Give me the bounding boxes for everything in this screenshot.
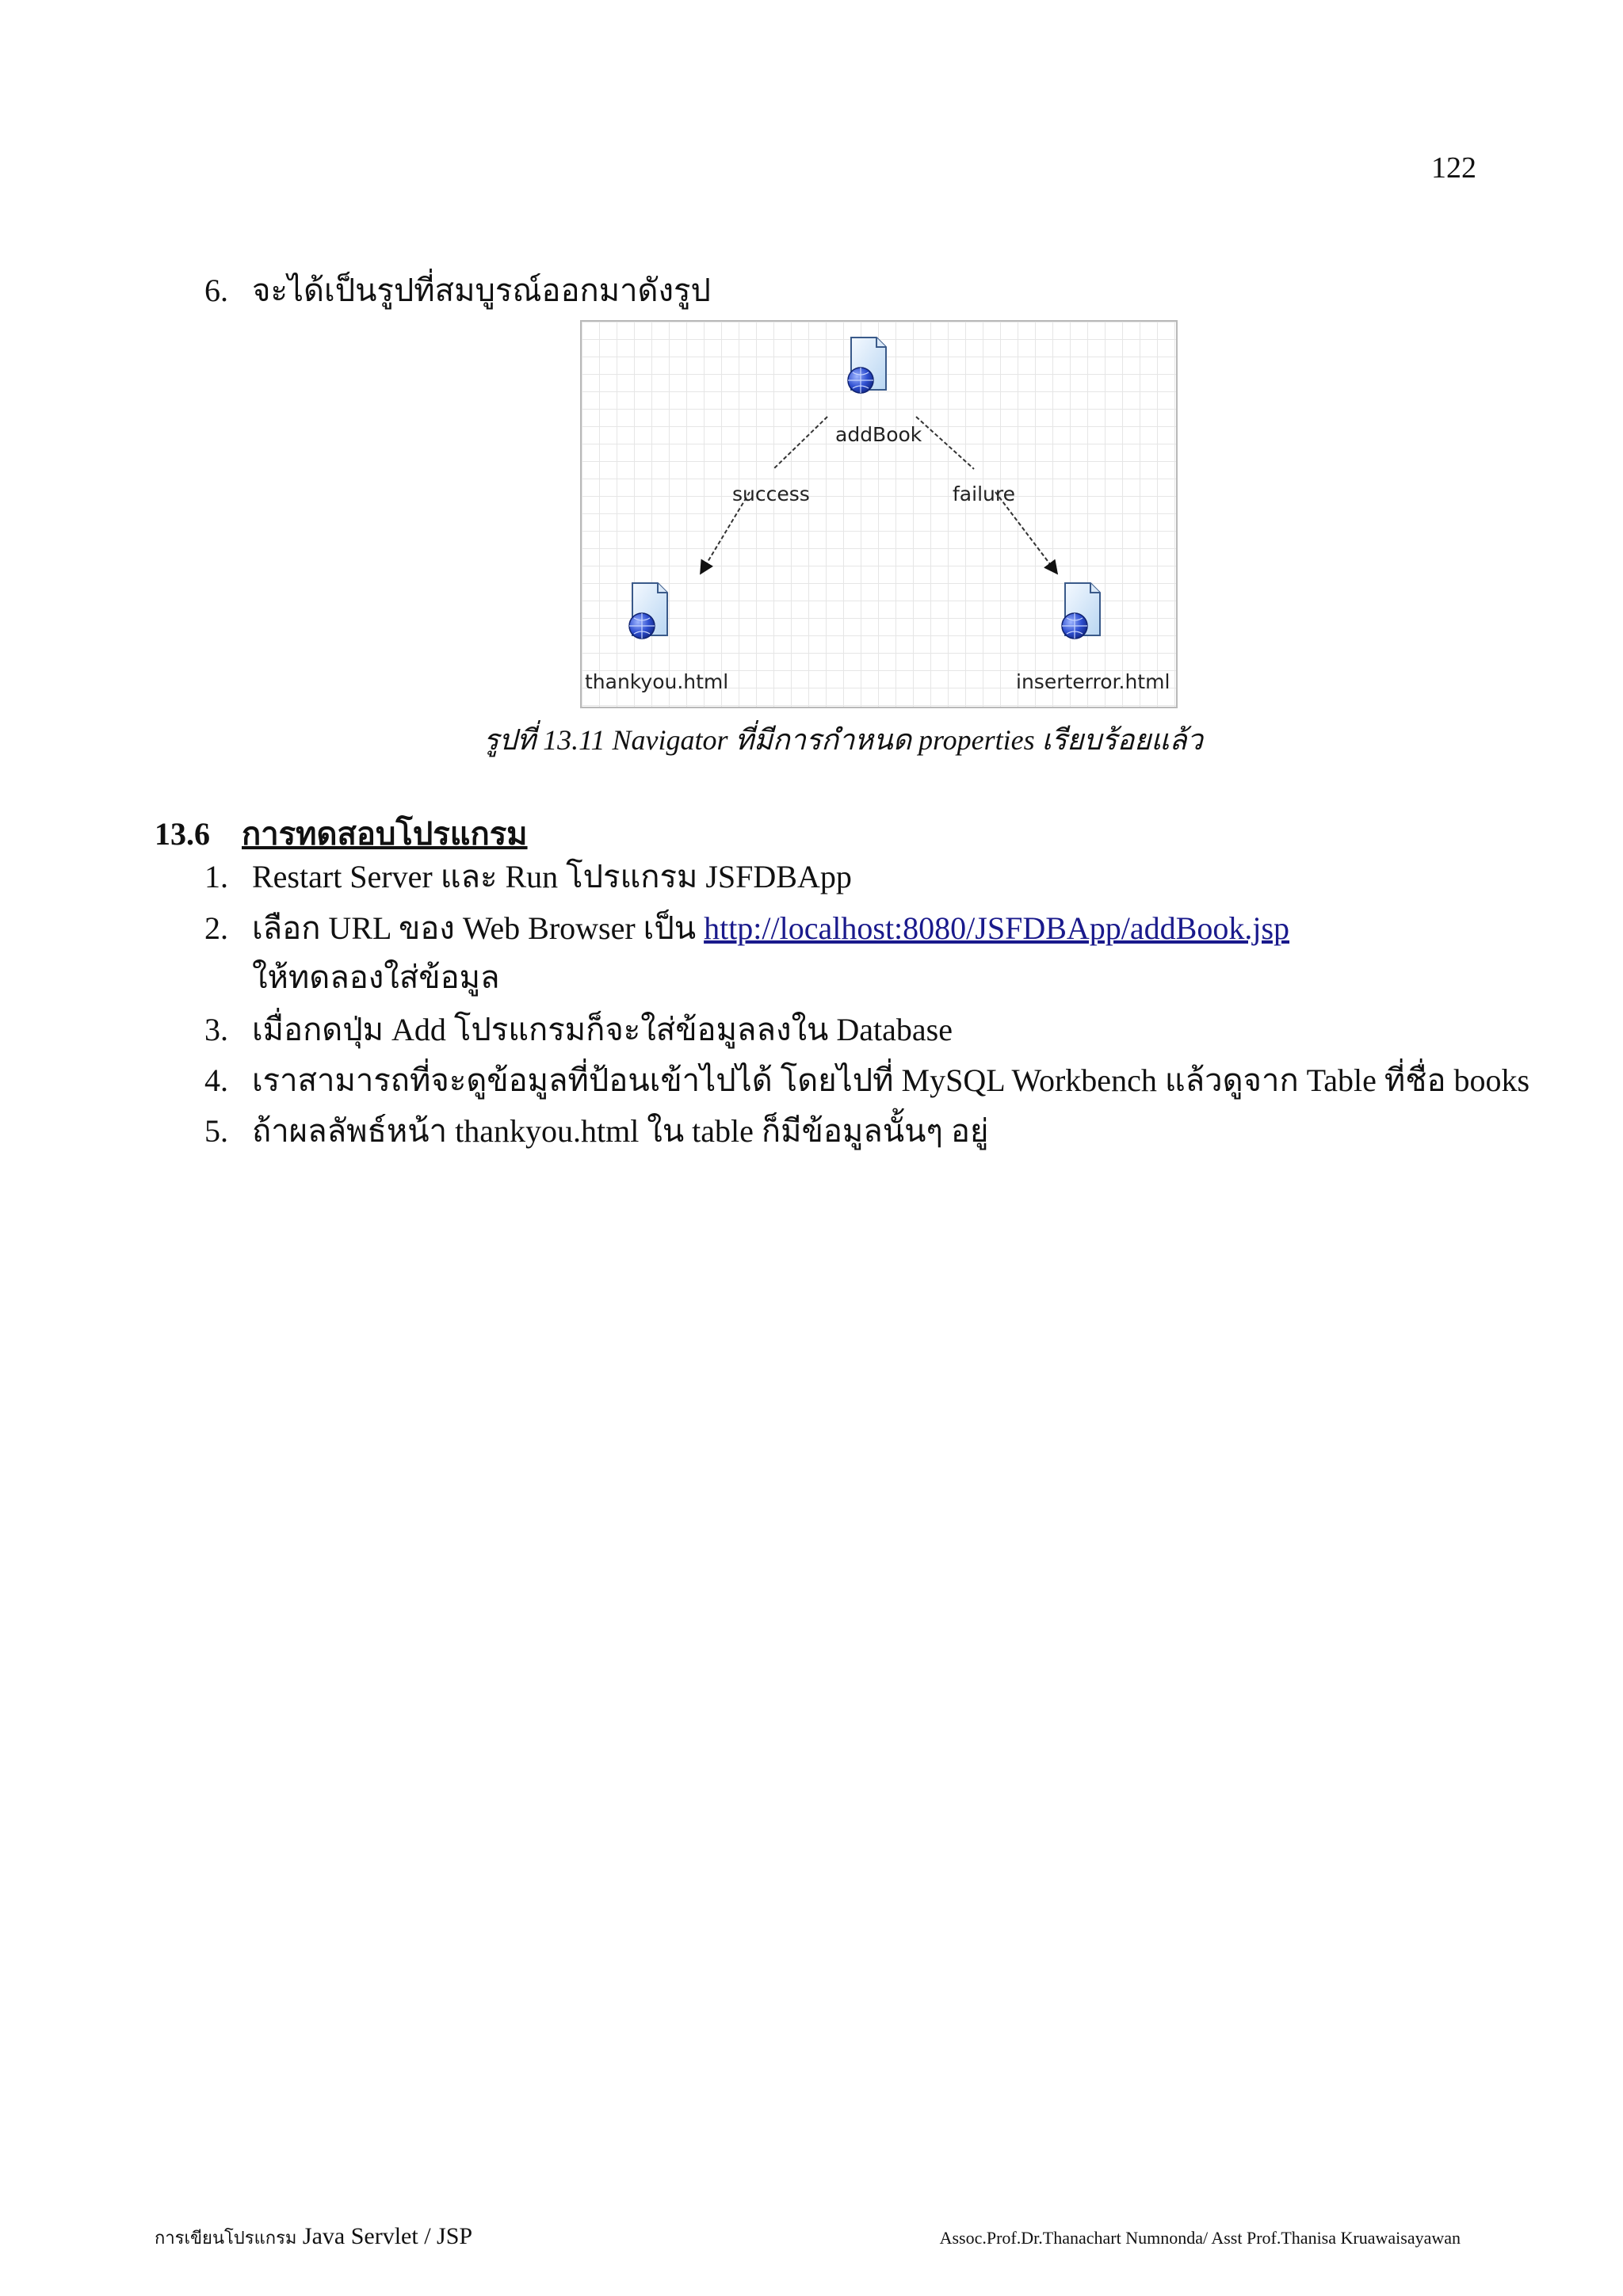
footer-left bbox=[155, 2223, 472, 2252]
figure-caption: รูปที่ 13.11 Navigator ที่มีการกำหนด properties เรียบร้อยแล้ว bbox=[483, 724, 1203, 756]
footer-course-english: Java Servlet / JSP bbox=[302, 2223, 473, 2249]
step-6 bbox=[204, 273, 711, 308]
list-item bbox=[204, 1013, 953, 1047]
step-text: จะได้เป็นรูปที่สมบูรณ์ออกมาดังรูป bbox=[252, 273, 711, 308]
item-number: 5. bbox=[204, 1113, 228, 1149]
section-title: การทดสอบโปรแกรม bbox=[242, 816, 528, 852]
edge-label-success: success bbox=[732, 482, 810, 505]
footer-course-thai: การเขียนโปรแกรม bbox=[155, 2228, 297, 2248]
list-item bbox=[204, 911, 1289, 946]
page-number: 122 bbox=[1431, 151, 1476, 185]
list-item bbox=[204, 1063, 1529, 1098]
item-number: 4. bbox=[204, 1062, 228, 1098]
item-text: เราสามารถที่จะดูข้อมูลที่ป้อนเข้าไปได้ โดยไปที่ MySQL Workbench แล้วดูจาก Table ที่ชื่อ books bbox=[252, 1062, 1530, 1098]
navigation-diagram bbox=[582, 322, 1176, 707]
list-item-continuation: ให้ทดลองใส่ข้อมูล bbox=[252, 959, 500, 995]
node-label-thankyou: thankyou.html bbox=[585, 670, 729, 693]
step-number: 6. bbox=[204, 273, 228, 308]
footer-authors: Assoc.Prof.Dr.Thanachart Numnonda/ Asst Prof.Thanisa Kruawaisayawan bbox=[939, 2228, 1461, 2248]
item-number: 2. bbox=[204, 910, 228, 946]
web-page-icon bbox=[629, 583, 667, 639]
list-item bbox=[204, 860, 852, 894]
web-page-icon bbox=[1062, 583, 1100, 639]
item-text: Restart Server และ Run โปรแกรม JSFDBApp bbox=[252, 859, 852, 894]
item-text: เลือก URL ของ Web Browser เป็น bbox=[252, 910, 705, 946]
edge-label-failure: failure bbox=[953, 482, 1015, 505]
navigator-figure bbox=[580, 320, 1178, 708]
addbook-url-link[interactable]: http://localhost:8080/JSFDBApp/addBook.jsp bbox=[704, 910, 1290, 946]
node-label-addbook: addBook bbox=[835, 423, 922, 446]
item-text: ถ้าผลลัพธ์หน้า thankyou.html ใน table ก็มีข้อมูลนั้นๆ อยู่ bbox=[252, 1113, 989, 1149]
item-number: 3. bbox=[204, 1012, 228, 1047]
web-page-icon bbox=[848, 338, 886, 393]
edge-success-line-upper bbox=[773, 417, 827, 469]
edge-failure-line-upper bbox=[916, 417, 974, 469]
node-label-inserterror: inserterror.html bbox=[1016, 670, 1170, 693]
list-item bbox=[204, 1114, 988, 1149]
item-number: 1. bbox=[204, 859, 228, 894]
section-number: 13.6 bbox=[155, 816, 210, 852]
section-heading bbox=[155, 808, 528, 859]
item-text: เมื่อกดปุ่ม Add โปรแกรมก็จะใส่ข้อมูลลงใน Database bbox=[252, 1012, 953, 1047]
